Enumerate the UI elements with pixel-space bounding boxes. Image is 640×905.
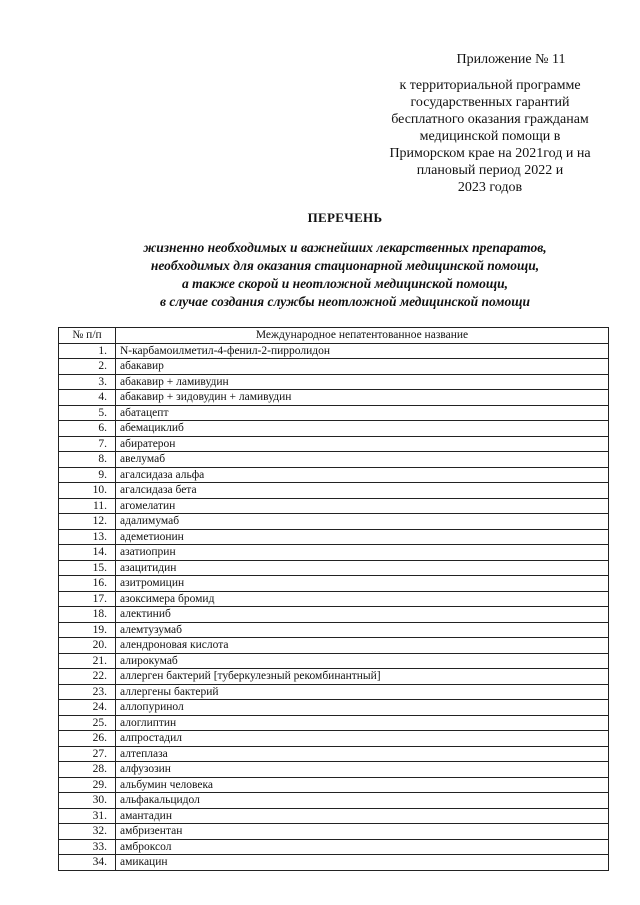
table-row [59,777,609,793]
row-number: 13. [59,529,116,545]
table-row [59,793,609,809]
table-row [59,374,609,390]
appendix-line: плановый период 2022 и [416,163,564,178]
drug-name: алтеплаза [116,746,609,762]
table-row [59,452,609,468]
table-row [59,715,609,731]
drug-list-table [58,327,609,871]
drug-name: азитромицин [116,576,609,592]
row-number: 19. [59,622,116,638]
appendix-number: Приложение № 11 [456,52,566,67]
table-row [59,607,609,623]
table-row [59,855,609,871]
document-subtitle [60,239,630,311]
table-row [59,669,609,685]
row-number: 14. [59,545,116,561]
drug-name: альбумин человека [116,777,609,793]
row-number: 24. [59,700,116,716]
drug-name: азоксимера бромид [116,591,609,607]
drug-name: агалсидаза бета [116,483,609,499]
row-number: 1. [59,343,116,359]
drug-name: абатацепт [116,405,609,421]
drug-name: алфузозин [116,762,609,778]
appendix-line: государственных гарантий [410,95,570,110]
drug-name: абиратерон [116,436,609,452]
drug-name: аллопуринол [116,700,609,716]
row-number: 9. [59,467,116,483]
subtitle-line: в случае создания службы неотложной медицинской помощи [160,294,530,309]
row-number: 30. [59,793,116,809]
row-number: 34. [59,855,116,871]
appendix-line: Приморском крае на 2021год и на [389,146,591,161]
drug-name: авелумаб [116,452,609,468]
table-header-row [59,328,609,344]
drug-name: алемтузумаб [116,622,609,638]
table-row [59,529,609,545]
drug-name: алектиниб [116,607,609,623]
column-header-number: № п/п [59,328,116,344]
row-number: 18. [59,607,116,623]
row-number: 32. [59,824,116,840]
drug-name: альфакальцидол [116,793,609,809]
table-row [59,359,609,375]
drug-name: аллергены бактерий [116,684,609,700]
row-number: 11. [59,498,116,514]
table-row [59,684,609,700]
table-row [59,700,609,716]
drug-name: амбризентан [116,824,609,840]
row-number: 6. [59,421,116,437]
row-number: 5. [59,405,116,421]
drug-name: агомелатин [116,498,609,514]
row-number: 23. [59,684,116,700]
table-row [59,746,609,762]
drug-name: азатиоприн [116,545,609,561]
table-row [59,483,609,499]
row-number: 31. [59,808,116,824]
row-number: 22. [59,669,116,685]
drug-name: алпростадил [116,731,609,747]
table-row [59,498,609,514]
table-row [59,638,609,654]
table-row [59,436,609,452]
drug-name: алирокумаб [116,653,609,669]
table-row [59,560,609,576]
column-header-name: Международное непатентованное название [116,328,609,344]
table-row [59,576,609,592]
appendix-line: медицинской помощи в [419,129,561,144]
row-number: 21. [59,653,116,669]
row-number: 16. [59,576,116,592]
row-number: 3. [59,374,116,390]
table-row [59,390,609,406]
drug-name: алендроновая кислота [116,638,609,654]
drug-name: азацитидин [116,560,609,576]
row-number: 25. [59,715,116,731]
drug-name: амантадин [116,808,609,824]
drug-name: аллерген бактерий [туберкулезный рекомбинантный] [116,669,609,685]
drug-name: алоглиптин [116,715,609,731]
table-row [59,824,609,840]
row-number: 8. [59,452,116,468]
drug-name: абакавир + зидовудин + ламивудин [116,390,609,406]
drug-name: амброксол [116,839,609,855]
row-number: 12. [59,514,116,530]
row-number: 26. [59,731,116,747]
drug-name: абемациклиб [116,421,609,437]
row-number: 20. [59,638,116,654]
subtitle-line: жизненно необходимых и важнейших лекарственных препаратов, [143,240,547,255]
row-number: 10. [59,483,116,499]
table-row [59,467,609,483]
row-number: 33. [59,839,116,855]
drug-name: адеметионин [116,529,609,545]
subtitle-line: необходимых для оказания стационарной медицинской помощи, [150,258,540,273]
appendix-line: 2023 годов [457,180,523,195]
row-number: 17. [59,591,116,607]
table-row [59,421,609,437]
appendix-line: к территориальной программе [399,78,581,93]
table-row [59,762,609,778]
table-row [59,731,609,747]
table-row [59,653,609,669]
row-number: 2. [59,359,116,375]
table-row [59,622,609,638]
table-row [59,591,609,607]
drug-name: абакавир + ламивудин [116,374,609,390]
table-row [59,514,609,530]
row-number: 4. [59,390,116,406]
drug-name: абакавир [116,359,609,375]
drug-name: адалимумаб [116,514,609,530]
appendix-block [370,51,610,196]
appendix-line: бесплатного оказания гражданам [391,112,589,127]
subtitle-line: а также скорой и неотложной медицинской помощи, [182,276,508,291]
document-title: ПЕРЕЧЕНЬ [307,210,383,225]
table-row [59,545,609,561]
drug-name: амикацин [116,855,609,871]
row-number: 7. [59,436,116,452]
table-row [59,405,609,421]
row-number: 29. [59,777,116,793]
row-number: 28. [59,762,116,778]
row-number: 15. [59,560,116,576]
drug-name: агалсидаза альфа [116,467,609,483]
table-body [59,343,609,870]
table-row [59,808,609,824]
row-number: 27. [59,746,116,762]
drug-name: N-карбамоилметил-4-фенил-2-пирролидон [116,343,609,359]
table-row [59,839,609,855]
table-row [59,343,609,359]
